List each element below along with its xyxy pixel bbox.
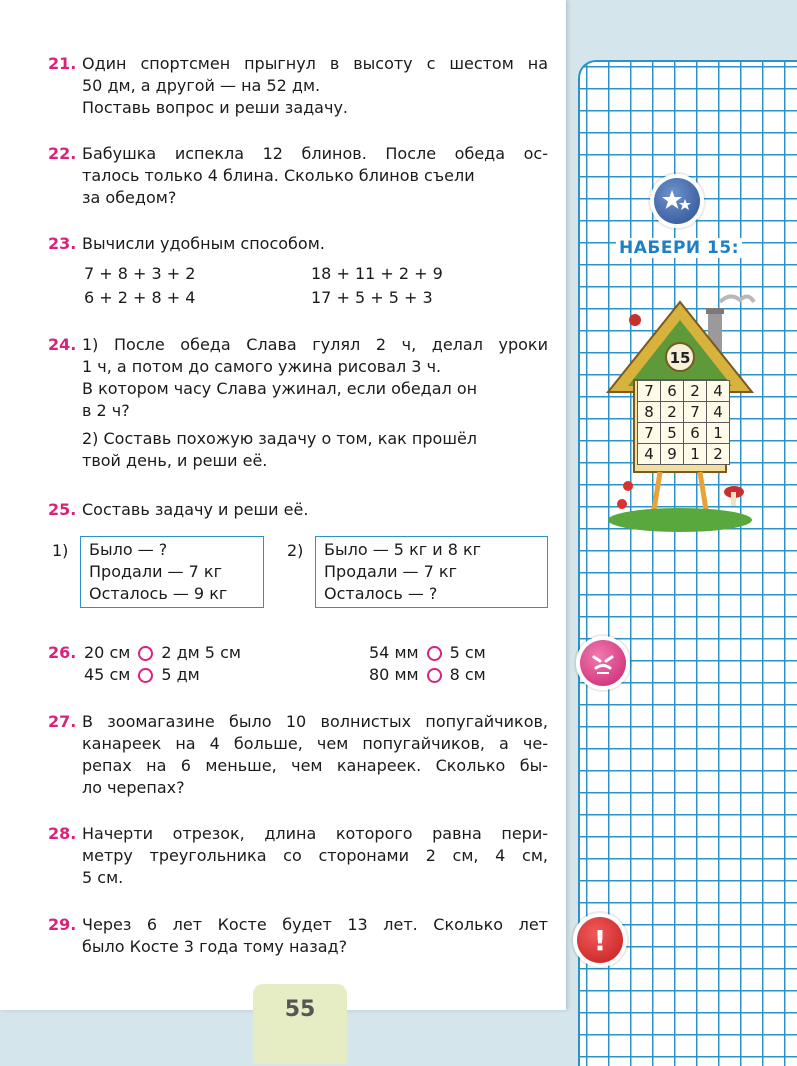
grid-row (638, 444, 730, 465)
task-line: за обедом? (82, 188, 177, 207)
task-25 (48, 499, 548, 521)
box-line: Осталось — 9 кг (89, 584, 228, 603)
grid-cell: 4 (638, 444, 661, 465)
task-line (48, 499, 548, 521)
grid-cell: 2 (661, 402, 684, 423)
task-number: 22. (48, 144, 77, 163)
task-number: 21. (48, 54, 77, 73)
cmp-right: 5 дм (161, 665, 200, 684)
compare-circle[interactable] (138, 646, 153, 661)
expression: 7 + 8 + 3 + 2 (84, 264, 196, 283)
box-label: 2) (287, 541, 304, 560)
cmp-right: 2 дм 5 см (161, 643, 241, 662)
grid-cell: 1 (707, 423, 730, 444)
task-23 (48, 233, 548, 255)
task-box-2 (315, 536, 548, 608)
grid-cell: 2 (684, 381, 707, 402)
task-line: 5 см. (82, 868, 124, 887)
side-heading: НАБЕРИ 15: (616, 238, 742, 258)
grid-cell: 7 (684, 402, 707, 423)
thinking-face-graphic (588, 648, 618, 678)
stars-icon (654, 178, 700, 224)
task-text: Начерти отрезок, длина которого равна пери- (82, 824, 548, 843)
task-number: 27. (48, 712, 77, 731)
grid-cell: 4 (707, 402, 730, 423)
task-text: Бабушка испекла 12 блинов. После обеда ос- (82, 144, 548, 163)
grid-cell: 8 (638, 402, 661, 423)
comparison (84, 664, 200, 686)
task-line (48, 755, 548, 777)
grid-cell: 5 (661, 423, 684, 444)
expression: 17 + 5 + 5 + 3 (311, 288, 433, 307)
task-line: 50 дм, а другой — на 52 дм. (82, 76, 321, 95)
task-text: Через 6 лет Косте будет 13 лет. Сколько лет (82, 915, 548, 934)
task-line: Поставь вопрос и реши задачу. (82, 98, 348, 117)
grid-cell: 4 (707, 381, 730, 402)
task-line (48, 733, 548, 755)
grid-cell: 7 (638, 423, 661, 444)
cmp-left: 45 см (84, 665, 131, 684)
box-line: Продали — 7 кг (324, 562, 457, 581)
grid-row (638, 402, 730, 423)
task-number: 29. (48, 915, 77, 934)
box-label: 1) (52, 541, 69, 560)
grid-cell: 2 (707, 444, 730, 465)
task-line: 2) Составь похожую задачу о том, как прошёл (82, 429, 478, 448)
house-number: 15 (669, 349, 691, 367)
grid-cell: 6 (661, 381, 684, 402)
task-number: 25. (48, 500, 77, 519)
task-line (48, 845, 548, 867)
compare-circle[interactable] (427, 646, 442, 661)
cmp-left: 20 см (84, 643, 131, 662)
task-29 (48, 914, 548, 958)
number-grid (637, 380, 730, 465)
task-text: Составь задачу и реши её. (82, 500, 309, 519)
grid-row (638, 423, 730, 444)
task-number: 24. (48, 335, 77, 354)
grid-cell: 1 (684, 444, 707, 465)
task-line: было Косте 3 года тому назад? (82, 937, 348, 956)
cmp-left: 80 мм (369, 665, 419, 684)
expression: 6 + 2 + 8 + 4 (84, 288, 196, 307)
cmp-left: 54 мм (369, 643, 419, 662)
box-line: Было — ? (89, 540, 168, 559)
task-text: Вычисли удобным способом. (82, 234, 325, 253)
stars-icon-graphic (662, 188, 692, 214)
task-21 (48, 53, 548, 119)
task-line: В котором часу Слава ужинал, если обедал он (82, 379, 478, 398)
task-text: репах на 6 меньше, чем канареек. Сколько бы- (82, 756, 548, 775)
task-number: 28. (48, 824, 77, 843)
box-line: Осталось — ? (324, 584, 438, 603)
task-line: твой день, и реши её. (82, 451, 268, 470)
task-number: 26. (48, 643, 77, 662)
task-28 (48, 823, 548, 889)
cmp-right: 5 см (449, 643, 486, 662)
task-27 (48, 711, 548, 799)
grid-cell: 9 (661, 444, 684, 465)
task-line (48, 53, 548, 75)
task-line (48, 334, 548, 356)
task-text: В зоомагазине было 10 волнистых попугайчиков, (82, 712, 548, 731)
task-text: метру треугольника со сторонами 2 см, 4 см, (82, 846, 548, 865)
task-line: талось только 4 блина. Сколько блинов съели (82, 166, 475, 185)
cmp-right: 8 см (449, 665, 486, 684)
task-line: ло черепах? (82, 778, 185, 797)
comparison (369, 664, 486, 686)
task-24 (48, 334, 548, 472)
exclamation-icon: ! (577, 917, 623, 963)
grid-cell: 7 (638, 381, 661, 402)
task-line: в 2 ч? (82, 401, 130, 420)
task-box-1 (80, 536, 264, 608)
task-number: 23. (48, 234, 77, 253)
thinking-face-icon (580, 640, 626, 686)
comparison (84, 642, 241, 664)
grid-cell: 6 (684, 423, 707, 444)
page-number: 55 (253, 984, 347, 1064)
task-line (48, 823, 548, 845)
task-text: канареек на 4 больше, чем попугайчиков, а че- (82, 734, 548, 753)
comparison (369, 642, 486, 664)
task-line (48, 143, 548, 165)
compare-circle[interactable] (427, 668, 442, 683)
task-line (48, 233, 548, 255)
compare-circle[interactable] (138, 668, 153, 683)
box-line: Продали — 7 кг (89, 562, 222, 581)
grid-row (638, 381, 730, 402)
task-line (48, 914, 548, 936)
task-text: 1) После обеда Слава гулял 2 ч, делал уроки (82, 335, 548, 354)
box-line: Было — 5 кг и 8 кг (324, 540, 482, 559)
expression: 18 + 11 + 2 + 9 (311, 264, 443, 283)
task-text: Один спортсмен прыгнул в высоту с шестом на (82, 54, 548, 73)
task-22 (48, 143, 548, 209)
task-line (48, 711, 548, 733)
task-line: 1 ч, а потом до самого ужина рисовал 3 ч. (82, 357, 442, 376)
